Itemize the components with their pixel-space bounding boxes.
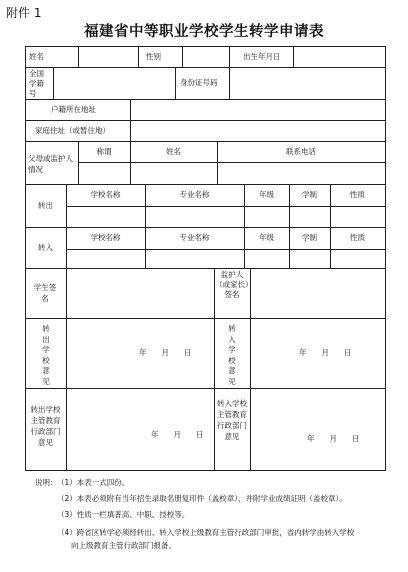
relation-label: 称谓: [96, 147, 112, 156]
grid-line: [25, 46, 26, 471]
phone-label: 联系电话: [286, 147, 316, 156]
grid-line: [66, 249, 386, 250]
grid-line: [229, 67, 230, 99]
grid-line: [250, 388, 251, 470]
note-item: （4）跨省区转学必须经转出、转入学校上级教育主管行政部门审批，省内转学由转入学校: [57, 528, 355, 537]
parent-info-label: 父母或监护人情况: [28, 154, 73, 174]
in-grade-label: 年级: [259, 233, 274, 242]
grid-line: [229, 46, 230, 67]
grid-line: [25, 470, 386, 471]
transfer-in-label: 转入: [38, 243, 53, 252]
grid-line: [293, 46, 294, 67]
transfer-out-label: 转出: [38, 201, 53, 210]
attachment-label: 附件 1: [6, 6, 42, 20]
student-no-label: 全国学籍号: [29, 69, 44, 98]
grid-line: [25, 120, 386, 121]
notes-lead: 说明：: [35, 478, 58, 487]
note-item: （2）本表必须附有当年招生录取名册复印件（盖校章），并附学业成绩证明（盖校章）。: [57, 494, 347, 503]
in-edu-opinion-label: 转入学校主管教育行政部门意见: [217, 399, 247, 441]
grid-line: [250, 268, 251, 318]
in-nature-label: 性质: [350, 233, 365, 242]
grid-line: [78, 162, 386, 163]
grid-line: [25, 46, 386, 47]
grid-line: [78, 46, 79, 67]
grid-line: [25, 99, 386, 100]
grid-line: [66, 206, 386, 207]
grid-line: [175, 67, 176, 99]
note-item: 向上级教育主管行政部门报备。: [71, 541, 176, 550]
grid-line: [130, 99, 131, 141]
form-title: 福建省中等职业学校学生转学申请表: [84, 24, 324, 40]
grid-line: [214, 318, 215, 388]
grid-line: [25, 388, 386, 389]
guardian-sign-label: 监护人（或家长）签名: [215, 270, 249, 299]
id-label: 身份证号码: [180, 78, 218, 87]
out-nature-label: 性质: [350, 190, 365, 199]
out-edu-date: 年 月 日: [151, 430, 204, 439]
out-grade-label: 年级: [259, 190, 274, 199]
parent-name-label: 姓名: [166, 147, 181, 156]
out-major-label: 专业名称: [179, 190, 210, 199]
in-major-label: 专业名称: [179, 233, 210, 242]
grid-line: [138, 46, 139, 67]
grid-line: [25, 67, 386, 68]
gender-label: 性别: [146, 52, 161, 61]
out-school-name-label: 学校名称: [90, 190, 121, 199]
note-item: （3）性质一栏填普高、中职、技校等。: [57, 510, 190, 519]
name-label: 姓名: [29, 52, 44, 61]
in-edu-date: 年 月 日: [307, 434, 360, 443]
grid-line: [25, 184, 386, 185]
out-system-label: 学制: [302, 190, 317, 199]
grid-line: [66, 268, 67, 318]
in-school-opinion-label: 转入学校意见: [228, 324, 236, 386]
application-form-table: [25, 46, 386, 471]
home-address-label: 家庭住址（或暂住地）: [35, 126, 110, 135]
grid-line: [250, 318, 251, 388]
grid-line: [66, 318, 67, 388]
out-school-date: 年 月 日: [139, 348, 192, 357]
grid-line: [25, 318, 386, 319]
in-school-name-label: 学校名称: [90, 233, 121, 242]
grid-line: [25, 141, 386, 142]
in-school-date: 年 月 日: [299, 348, 352, 357]
in-system-label: 学制: [302, 233, 317, 242]
out-edu-opinion-label: 转出学校主管教育行政部门意见: [30, 405, 61, 447]
grid-line: [182, 46, 183, 67]
out-school-opinion-label: 转出学校意见: [42, 324, 50, 386]
grid-line: [385, 46, 386, 471]
grid-line: [25, 268, 386, 269]
hukou-label: 户籍所在地址: [51, 105, 96, 114]
grid-line: [66, 388, 67, 470]
student-sign-label: 学生签名: [33, 283, 57, 303]
birth-label: 出生年月日: [243, 52, 281, 61]
grid-line: [53, 67, 54, 99]
grid-line: [25, 227, 386, 228]
note-item: （1）本表一式四份。: [57, 478, 130, 487]
